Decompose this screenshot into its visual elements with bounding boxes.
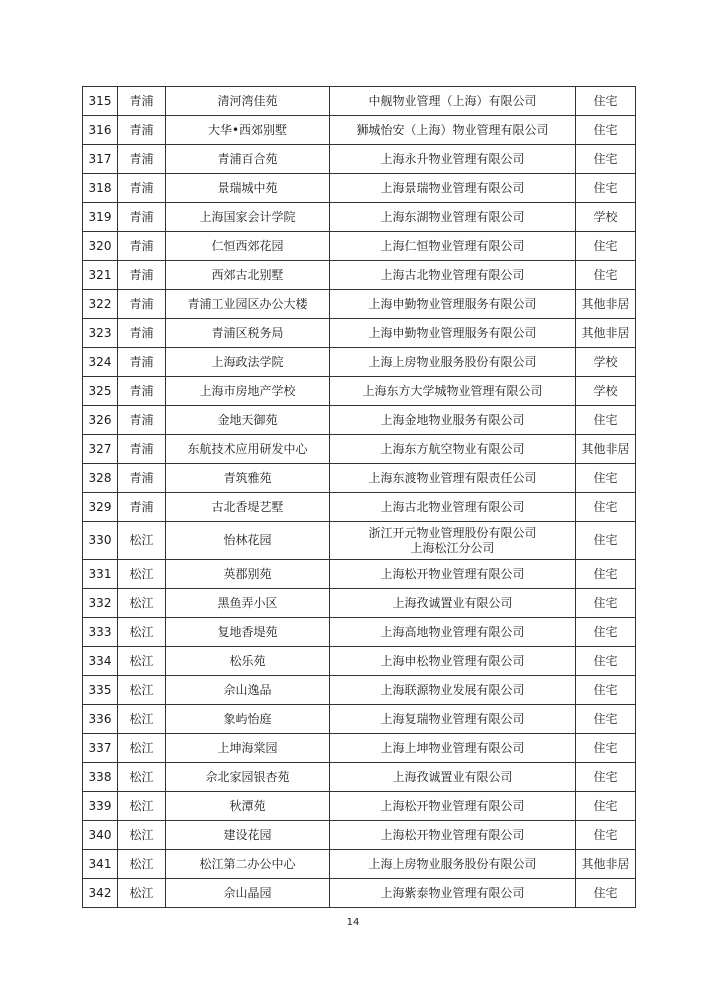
row-number: 342 bbox=[83, 879, 118, 908]
management-company-cell: 上海孜诚置业有限公司 bbox=[330, 763, 576, 792]
property-name-cell: 佘北家园银杏苑 bbox=[166, 763, 330, 792]
row-number: 323 bbox=[83, 319, 118, 348]
property-name-cell: 佘山晶园 bbox=[166, 879, 330, 908]
property-type-cell: 住宅 bbox=[576, 560, 636, 589]
property-type-cell: 住宅 bbox=[576, 589, 636, 618]
row-number: 333 bbox=[83, 618, 118, 647]
table-row bbox=[83, 522, 636, 560]
row-number: 318 bbox=[83, 174, 118, 203]
property-type-cell: 住宅 bbox=[576, 522, 636, 560]
property-name-cell: 景瑞城中苑 bbox=[166, 174, 330, 203]
district-cell: 青浦 bbox=[118, 232, 166, 261]
table-row bbox=[83, 232, 636, 261]
property-type-cell: 其他非居 bbox=[576, 319, 636, 348]
district-cell: 松江 bbox=[118, 734, 166, 763]
management-company-cell: 上海孜诚置业有限公司 bbox=[330, 589, 576, 618]
property-type-cell: 其他非居 bbox=[576, 850, 636, 879]
table-row bbox=[83, 116, 636, 145]
management-company-cell: 上海复瑞物业管理有限公司 bbox=[330, 705, 576, 734]
row-number: 325 bbox=[83, 377, 118, 406]
district-cell: 松江 bbox=[118, 676, 166, 705]
row-number: 336 bbox=[83, 705, 118, 734]
district-cell: 松江 bbox=[118, 763, 166, 792]
property-name-cell: 黑鱼弄小区 bbox=[166, 589, 330, 618]
property-type-cell: 住宅 bbox=[576, 676, 636, 705]
table-row bbox=[83, 464, 636, 493]
table-row bbox=[83, 792, 636, 821]
property-name-cell: 上坤海棠园 bbox=[166, 734, 330, 763]
table-row bbox=[83, 821, 636, 850]
management-company-cell: 上海申勤物业管理服务有限公司 bbox=[330, 319, 576, 348]
district-cell: 青浦 bbox=[118, 493, 166, 522]
table-body bbox=[83, 87, 636, 908]
table-row bbox=[83, 676, 636, 705]
district-cell: 松江 bbox=[118, 647, 166, 676]
management-company-cell: 上海金地物业服务有限公司 bbox=[330, 406, 576, 435]
row-number: 322 bbox=[83, 290, 118, 319]
table-row bbox=[83, 589, 636, 618]
property-type-cell: 住宅 bbox=[576, 618, 636, 647]
district-cell: 青浦 bbox=[118, 290, 166, 319]
property-type-cell: 学校 bbox=[576, 203, 636, 232]
property-type-cell: 住宅 bbox=[576, 792, 636, 821]
row-number: 339 bbox=[83, 792, 118, 821]
property-name-cell: 清河湾佳苑 bbox=[166, 87, 330, 116]
district-cell: 青浦 bbox=[118, 261, 166, 290]
property-type-cell: 住宅 bbox=[576, 261, 636, 290]
row-number: 321 bbox=[83, 261, 118, 290]
row-number: 335 bbox=[83, 676, 118, 705]
table-row bbox=[83, 406, 636, 435]
property-type-cell: 住宅 bbox=[576, 647, 636, 676]
property-type-cell: 其他非居 bbox=[576, 435, 636, 464]
property-name-cell: 秋潭苑 bbox=[166, 792, 330, 821]
property-type-cell: 学校 bbox=[576, 348, 636, 377]
management-company-cell: 上海松开物业管理有限公司 bbox=[330, 821, 576, 850]
property-name-cell: 西郊古北别墅 bbox=[166, 261, 330, 290]
page-number: 14 bbox=[346, 917, 360, 928]
table-row bbox=[83, 647, 636, 676]
row-number: 334 bbox=[83, 647, 118, 676]
district-cell: 青浦 bbox=[118, 435, 166, 464]
property-name-cell: 上海政法学院 bbox=[166, 348, 330, 377]
management-company-cell bbox=[330, 522, 576, 560]
table-row bbox=[83, 618, 636, 647]
property-type-cell: 住宅 bbox=[576, 821, 636, 850]
property-name-cell: 英郡别苑 bbox=[166, 560, 330, 589]
district-cell: 青浦 bbox=[118, 406, 166, 435]
row-number: 328 bbox=[83, 464, 118, 493]
table-row bbox=[83, 435, 636, 464]
table-row bbox=[83, 560, 636, 589]
management-company-cell: 上海东渡物业管理有限责任公司 bbox=[330, 464, 576, 493]
management-company-cell: 上海永升物业管理有限公司 bbox=[330, 145, 576, 174]
table-row bbox=[83, 203, 636, 232]
property-type-cell: 住宅 bbox=[576, 464, 636, 493]
management-company-cell: 上海松开物业管理有限公司 bbox=[330, 792, 576, 821]
property-name-cell: 金地天御苑 bbox=[166, 406, 330, 435]
property-type-cell: 住宅 bbox=[576, 734, 636, 763]
property-name-cell: 青浦区税务局 bbox=[166, 319, 330, 348]
property-name-cell: 上海国家会计学院 bbox=[166, 203, 330, 232]
property-type-cell: 住宅 bbox=[576, 406, 636, 435]
management-company-cell: 上海申勤物业管理服务有限公司 bbox=[330, 290, 576, 319]
table-row bbox=[83, 261, 636, 290]
property-name-cell: 怡林花园 bbox=[166, 522, 330, 560]
table-row bbox=[83, 290, 636, 319]
property-table bbox=[82, 86, 636, 908]
property-type-cell: 住宅 bbox=[576, 116, 636, 145]
management-company-cell: 上海联源物业发展有限公司 bbox=[330, 676, 576, 705]
district-cell: 松江 bbox=[118, 522, 166, 560]
management-company-cell: 上海上坤物业管理有限公司 bbox=[330, 734, 576, 763]
property-type-cell: 学校 bbox=[576, 377, 636, 406]
table-row bbox=[83, 879, 636, 908]
district-cell: 青浦 bbox=[118, 203, 166, 232]
district-cell: 松江 bbox=[118, 589, 166, 618]
table-row bbox=[83, 734, 636, 763]
property-name-cell: 松乐苑 bbox=[166, 647, 330, 676]
property-type-cell: 住宅 bbox=[576, 174, 636, 203]
management-company-cell: 上海申松物业管理有限公司 bbox=[330, 647, 576, 676]
table-row bbox=[83, 319, 636, 348]
company-line: 上海松江分公司 bbox=[410, 540, 495, 555]
district-cell: 青浦 bbox=[118, 377, 166, 406]
district-cell: 松江 bbox=[118, 821, 166, 850]
property-name-cell: 大华•西郊别墅 bbox=[166, 116, 330, 145]
row-number: 331 bbox=[83, 560, 118, 589]
district-cell: 青浦 bbox=[118, 174, 166, 203]
company-line: 浙江开元物业管理股份有限公司 bbox=[368, 525, 537, 540]
management-company-cell: 上海景瑞物业管理有限公司 bbox=[330, 174, 576, 203]
district-cell: 青浦 bbox=[118, 145, 166, 174]
district-cell: 松江 bbox=[118, 850, 166, 879]
management-company-cell: 上海仁恒物业管理有限公司 bbox=[330, 232, 576, 261]
row-number: 315 bbox=[83, 87, 118, 116]
table-row bbox=[83, 850, 636, 879]
property-name-cell: 仁恒西郊花园 bbox=[166, 232, 330, 261]
property-name-cell: 青浦百合苑 bbox=[166, 145, 330, 174]
table-row bbox=[83, 348, 636, 377]
row-number: 320 bbox=[83, 232, 118, 261]
property-name-cell: 象屿怡庭 bbox=[166, 705, 330, 734]
management-company-cell: 上海古北物业管理有限公司 bbox=[330, 261, 576, 290]
property-type-cell: 住宅 bbox=[576, 232, 636, 261]
table-row bbox=[83, 87, 636, 116]
table-row bbox=[83, 493, 636, 522]
management-company-cell: 上海东湖物业管理有限公司 bbox=[330, 203, 576, 232]
district-cell: 松江 bbox=[118, 879, 166, 908]
table-row bbox=[83, 763, 636, 792]
row-number: 330 bbox=[83, 522, 118, 560]
property-type-cell: 其他非居 bbox=[576, 290, 636, 319]
district-cell: 青浦 bbox=[118, 87, 166, 116]
property-type-cell: 住宅 bbox=[576, 879, 636, 908]
row-number: 326 bbox=[83, 406, 118, 435]
row-number: 327 bbox=[83, 435, 118, 464]
row-number: 340 bbox=[83, 821, 118, 850]
property-type-cell: 住宅 bbox=[576, 763, 636, 792]
table-row bbox=[83, 174, 636, 203]
row-number: 332 bbox=[83, 589, 118, 618]
property-name-cell: 建设花园 bbox=[166, 821, 330, 850]
management-company-cell: 上海高地物业管理有限公司 bbox=[330, 618, 576, 647]
table-row bbox=[83, 377, 636, 406]
district-cell: 青浦 bbox=[118, 319, 166, 348]
management-company-cell: 上海松开物业管理有限公司 bbox=[330, 560, 576, 589]
district-cell: 松江 bbox=[118, 705, 166, 734]
row-number: 324 bbox=[83, 348, 118, 377]
property-type-cell: 住宅 bbox=[576, 493, 636, 522]
row-number: 317 bbox=[83, 145, 118, 174]
row-number: 329 bbox=[83, 493, 118, 522]
management-company-cell: 上海东方航空物业有限公司 bbox=[330, 435, 576, 464]
property-name-cell: 古北香堤艺墅 bbox=[166, 493, 330, 522]
district-cell: 松江 bbox=[118, 560, 166, 589]
property-type-cell: 住宅 bbox=[576, 705, 636, 734]
row-number: 319 bbox=[83, 203, 118, 232]
property-name-cell: 青筑雅苑 bbox=[166, 464, 330, 493]
management-company-cell: 上海紫泰物业管理有限公司 bbox=[330, 879, 576, 908]
row-number: 316 bbox=[83, 116, 118, 145]
row-number: 341 bbox=[83, 850, 118, 879]
management-company-cell: 上海上房物业服务股份有限公司 bbox=[330, 348, 576, 377]
property-type-cell: 住宅 bbox=[576, 87, 636, 116]
management-company-cell: 上海东方大学城物业管理有限公司 bbox=[330, 377, 576, 406]
district-cell: 松江 bbox=[118, 792, 166, 821]
property-name-cell: 佘山逸品 bbox=[166, 676, 330, 705]
management-company-cell: 中舰物业管理（上海）有限公司 bbox=[330, 87, 576, 116]
table-row bbox=[83, 705, 636, 734]
management-company-cell: 上海古北物业管理有限公司 bbox=[330, 493, 576, 522]
management-company-cell: 狮城怡安（上海）物业管理有限公司 bbox=[330, 116, 576, 145]
district-cell: 青浦 bbox=[118, 116, 166, 145]
property-name-cell: 复地香堤苑 bbox=[166, 618, 330, 647]
district-cell: 青浦 bbox=[118, 464, 166, 493]
district-cell: 松江 bbox=[118, 618, 166, 647]
property-name-cell: 东航技术应用研发中心 bbox=[166, 435, 330, 464]
property-name-cell: 上海市房地产学校 bbox=[166, 377, 330, 406]
management-company-cell: 上海上房物业服务股份有限公司 bbox=[330, 850, 576, 879]
property-name-cell: 青浦工业园区办公大楼 bbox=[166, 290, 330, 319]
property-name-cell: 松江第二办公中心 bbox=[166, 850, 330, 879]
table-row bbox=[83, 145, 636, 174]
row-number: 338 bbox=[83, 763, 118, 792]
district-cell: 青浦 bbox=[118, 348, 166, 377]
row-number: 337 bbox=[83, 734, 118, 763]
property-type-cell: 住宅 bbox=[576, 145, 636, 174]
